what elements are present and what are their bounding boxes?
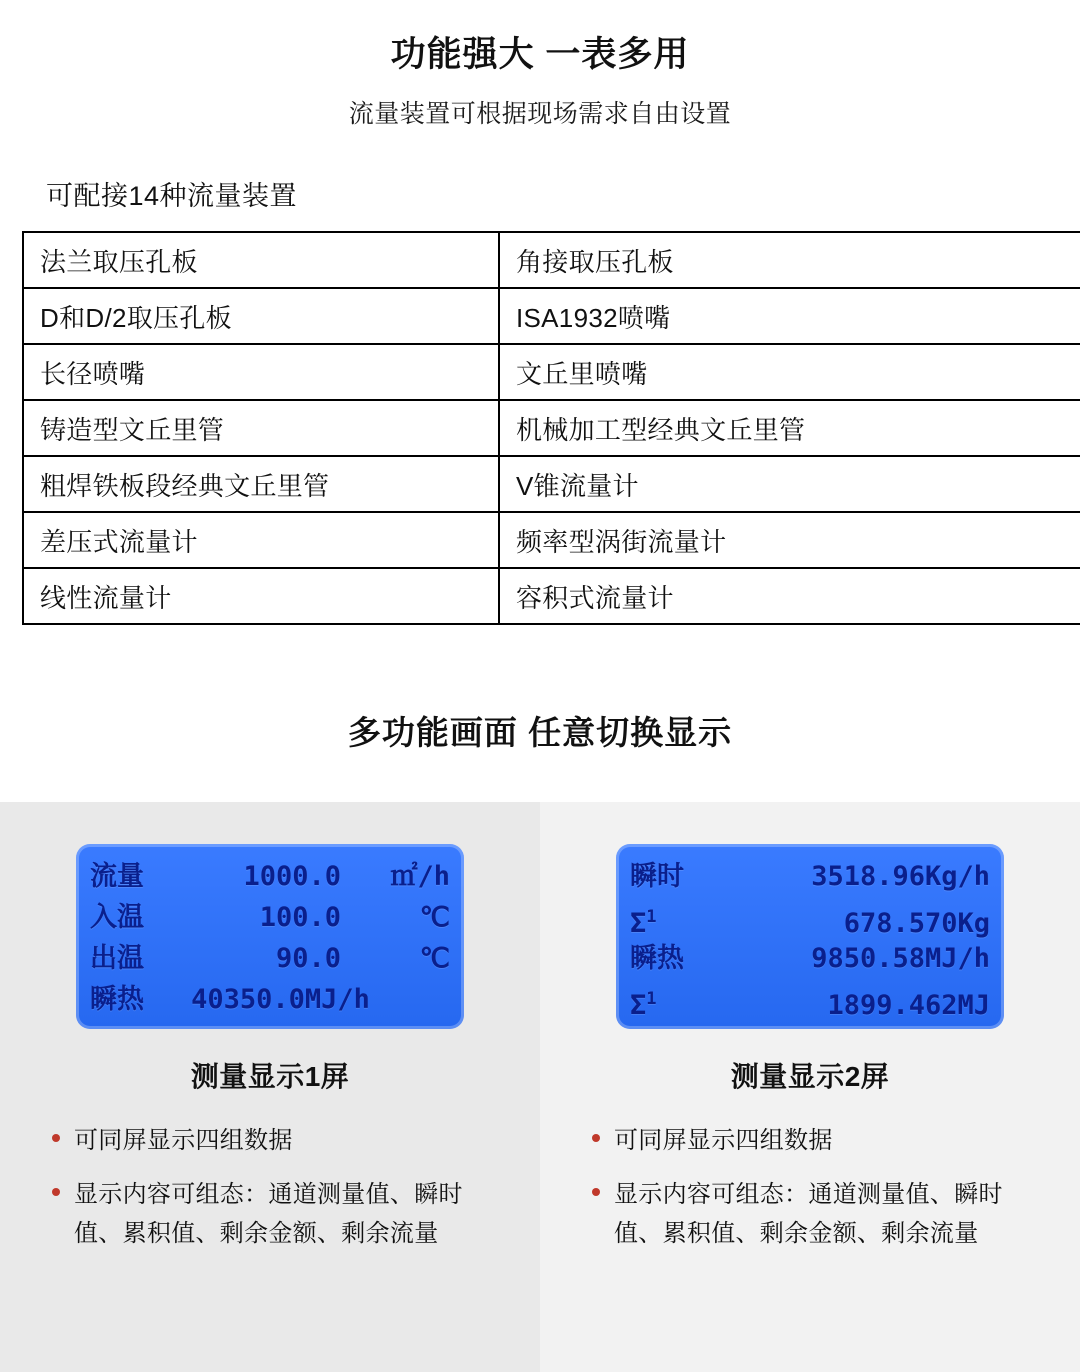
- bullet-dot-icon: [592, 1134, 600, 1142]
- panel-caption-1: 测量显示1屏: [190, 1061, 350, 1092]
- section-flow-devices: [0, 0, 1080, 625]
- table-cell: ISA1932喷嘴: [499, 288, 1080, 344]
- lcd-label: 瞬时: [630, 861, 684, 892]
- lcd-unit: ℃: [419, 902, 450, 933]
- lcd-value: 3518.96Kg/h: [811, 861, 990, 892]
- table-cell: 法兰取压孔板: [23, 232, 499, 288]
- lcd-label: 出温: [90, 943, 144, 974]
- bullet-dot-icon: [592, 1188, 600, 1196]
- list-item: [74, 1175, 500, 1254]
- list-item-label: 可同屏显示四组数据: [614, 1127, 833, 1154]
- display-panel-2: [540, 802, 1080, 1372]
- lcd-label: $\Sigma^1$: [630, 989, 657, 1021]
- page-subtitle: 流量装置可根据现场需求自由设置: [348, 100, 732, 128]
- page-title: 功能强大 一表多用: [390, 35, 690, 74]
- flow-devices-table: [22, 231, 1080, 625]
- lcd-value: 90.0: [276, 943, 342, 974]
- devices-lead-text: 可配接14种流量装置: [46, 181, 298, 211]
- lcd-unit: ℃: [419, 943, 450, 974]
- table-cell: 频率型涡街流量计: [499, 512, 1080, 568]
- table-cell: 容积式流量计: [499, 568, 1080, 624]
- table-row: [23, 456, 1080, 512]
- lcd-label: $\Sigma^1$: [630, 907, 657, 939]
- lcd-unit: ㎡/h: [390, 861, 450, 892]
- table-row: [23, 344, 1080, 400]
- lcd-row: [630, 979, 990, 1020]
- table-row: [23, 568, 1080, 624]
- feature-list-2: [540, 1121, 1080, 1254]
- lcd-row: [90, 856, 450, 897]
- bullet-dot-icon: [52, 1134, 60, 1142]
- lcd-value: 9850.58MJ/h: [811, 943, 990, 974]
- lcd-value: 1899.462MJ: [827, 990, 990, 1021]
- lcd-screen-2: [616, 844, 1004, 1029]
- lcd-value: 678.570Kg: [843, 908, 990, 939]
- lcd-row: [630, 938, 990, 979]
- list-item-label: 可同屏显示四组数据: [74, 1127, 293, 1154]
- table-cell: 粗焊铁板段经典文丘里管: [23, 456, 499, 512]
- list-item: [614, 1121, 1040, 1161]
- table-cell: 差压式流量计: [23, 512, 499, 568]
- list-item: [614, 1175, 1040, 1254]
- list-item-label: 显示内容可组态：通道测量值、瞬时值、累积值、剩余金额、剩余流量: [614, 1180, 1003, 1248]
- lcd-label: 流量: [90, 861, 144, 892]
- section-title-displays: 多功能画面 任意切换显示: [347, 714, 733, 751]
- display-panel-1: [0, 802, 540, 1372]
- lcd-value: 40350.0MJ/h: [191, 984, 370, 1015]
- lcd-row: [90, 938, 450, 979]
- table-cell: 线性流量计: [23, 568, 499, 624]
- list-item: [74, 1121, 500, 1161]
- table-row: [23, 232, 1080, 288]
- bullet-dot-icon: [52, 1188, 60, 1196]
- table-row: [23, 288, 1080, 344]
- table-cell: 角接取压孔板: [499, 232, 1080, 288]
- table-row: [23, 400, 1080, 456]
- lcd-row: [630, 856, 990, 897]
- lcd-row: [630, 897, 990, 938]
- lcd-value: 1000.0: [243, 861, 342, 892]
- table-cell: 文丘里喷嘴: [499, 344, 1080, 400]
- lcd-label: 入温: [90, 902, 144, 933]
- lcd-label: 瞬热: [90, 984, 144, 1015]
- lcd-screen-1: [76, 844, 464, 1029]
- table-cell: V锥流量计: [499, 456, 1080, 512]
- lcd-row: [90, 979, 450, 1020]
- lcd-label: 瞬热: [630, 943, 684, 974]
- feature-list-1: [0, 1121, 540, 1254]
- table-cell: 铸造型文丘里管: [23, 400, 499, 456]
- table-cell: D和D/2取压孔板: [23, 288, 499, 344]
- list-item-label: 显示内容可组态：通道测量值、瞬时值、累积值、剩余金额、剩余流量: [74, 1180, 463, 1248]
- section-display-screens: [0, 707, 1080, 1372]
- table-cell: 机械加工型经典文丘里管: [499, 400, 1080, 456]
- display-panels: [0, 802, 1080, 1372]
- table-row: [23, 512, 1080, 568]
- lcd-row: [90, 897, 450, 938]
- lcd-value: 100.0: [259, 902, 342, 933]
- table-cell: 长径喷嘴: [23, 344, 499, 400]
- panel-caption-2: 测量显示2屏: [730, 1061, 890, 1092]
